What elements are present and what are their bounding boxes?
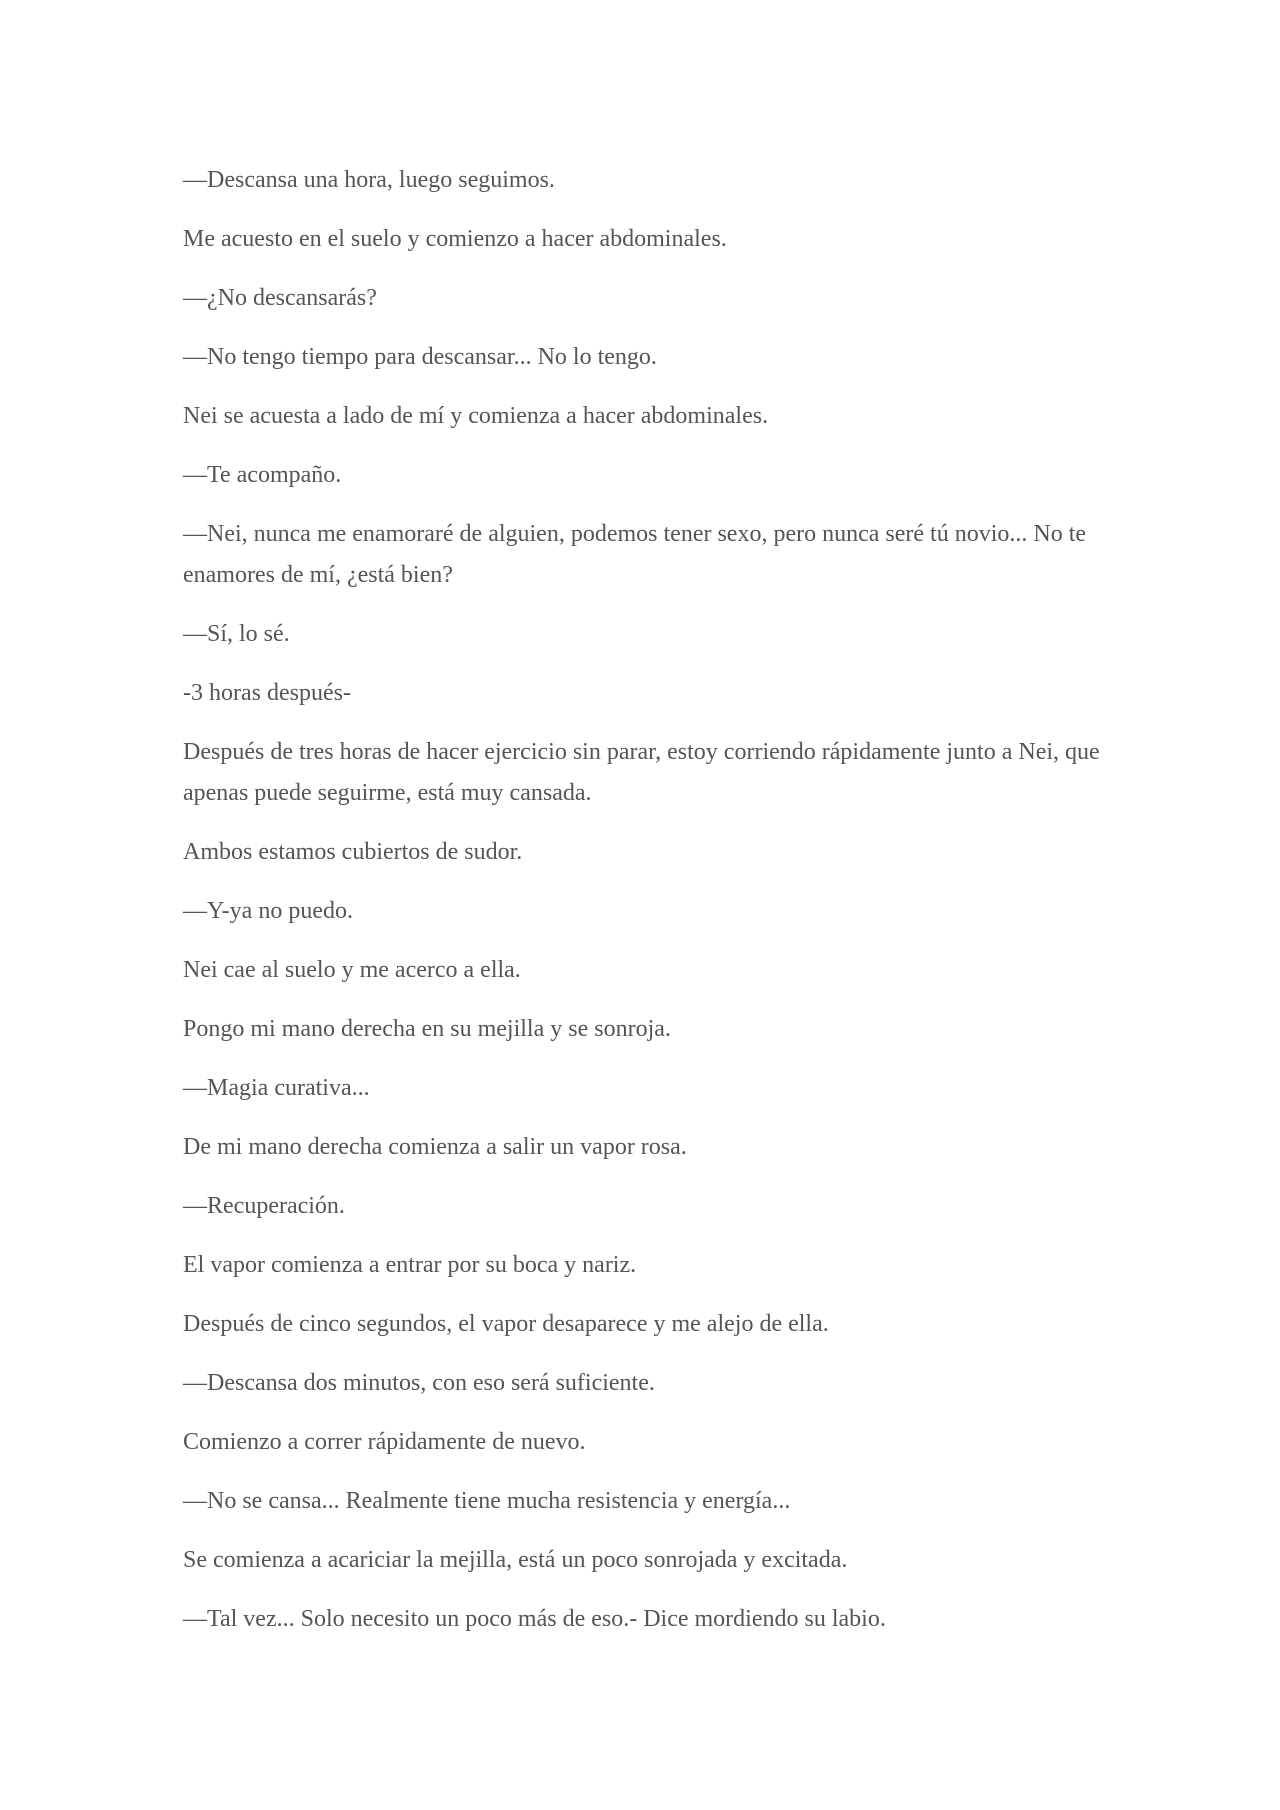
paragraph: —Tal vez... Solo necesito un poco más de eso.- Dice mordiendo su labio. bbox=[183, 1606, 886, 1632]
paragraph: —Sí, lo sé. bbox=[183, 621, 290, 647]
paragraph: —Descansa una hora, luego seguimos. bbox=[183, 167, 555, 193]
paragraph: Después de cinco segundos, el vapor desaparece y me alejo de ella. bbox=[183, 1311, 829, 1337]
paragraph: —Te acompaño. bbox=[183, 462, 342, 488]
story-text bbox=[183, 160, 1103, 1658]
paragraph: Nei se acuesta a lado de mí y comienza a hacer abdominales. bbox=[183, 403, 769, 429]
paragraph: —Descansa dos minutos, con eso será suficiente. bbox=[183, 1370, 655, 1396]
paragraph: Después de tres horas de hacer ejercicio sin parar, estoy corriendo rápidamente junto a Nei, que apenas puede seguirme, está muy cansada. bbox=[183, 739, 1100, 806]
paragraph: Ambos estamos cubiertos de sudor. bbox=[183, 839, 523, 865]
paragraph: —No se cansa... Realmente tiene mucha resistencia y energía... bbox=[183, 1488, 791, 1514]
paragraph: —Y-ya no puedo. bbox=[183, 898, 353, 924]
paragraph: De mi mano derecha comienza a salir un vapor rosa. bbox=[183, 1134, 687, 1160]
paragraph: Se comienza a acariciar la mejilla, está un poco sonrojada y excitada. bbox=[183, 1547, 848, 1573]
paragraph: —Nei, nunca me enamoraré de alguien, podemos tener sexo, pero nunca seré tú novio... No te enamores de mí, ¿está bien? bbox=[183, 521, 1087, 588]
paragraph: —¿No descansarás? bbox=[183, 285, 377, 311]
paragraph: Pongo mi mano derecha en su mejilla y se sonroja. bbox=[183, 1016, 671, 1042]
paragraph: —Magia curativa... bbox=[183, 1075, 370, 1101]
paragraph: Comienzo a correr rápidamente de nuevo. bbox=[183, 1429, 586, 1455]
paragraph: Me acuesto en el suelo y comienzo a hacer abdominales. bbox=[183, 226, 727, 252]
paragraph: El vapor comienza a entrar por su boca y nariz. bbox=[183, 1252, 637, 1278]
paragraph: Nei cae al suelo y me acerco a ella. bbox=[183, 957, 521, 983]
paragraph: —Recuperación. bbox=[183, 1193, 345, 1219]
paragraph: -3 horas después- bbox=[183, 680, 351, 706]
paragraph: —No tengo tiempo para descansar... No lo tengo. bbox=[183, 344, 657, 370]
